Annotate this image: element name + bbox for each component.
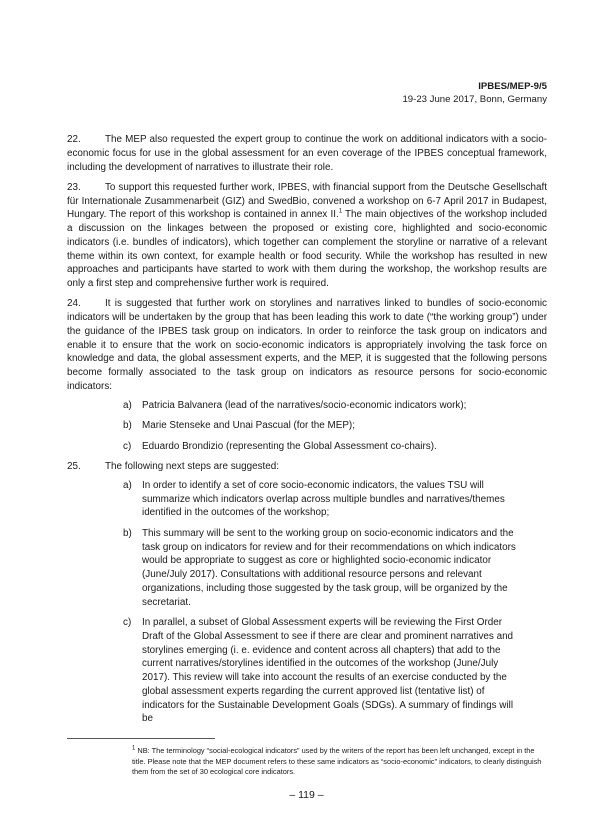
- paragraph-25: [67, 460, 547, 474]
- list-item-text: Marie Stenseke and Unai Pascual (for the MEP);: [142, 420, 355, 432]
- paragraph-number: 24.: [67, 298, 81, 310]
- list-item-text: In order to identify a set of core socio-economic indicators, the values TSU will summarize which indicators overlap across multiple bundles and narratives/themes identified in the outcomes of the workshop;: [142, 479, 505, 519]
- document-body: [67, 133, 547, 733]
- list-item: [67, 616, 547, 726]
- list-item-text: Patricia Balvanera (lead of the narratives/socio-economic indicators work);: [142, 399, 467, 411]
- footnote: [132, 746, 548, 778]
- document-code: IPBES/MEP-9/5: [478, 81, 547, 92]
- list-marker: a): [123, 399, 132, 411]
- list-marker: a): [123, 479, 132, 491]
- list-item: [67, 440, 547, 454]
- paragraph-22: [67, 133, 547, 174]
- paragraph-text: It is suggested that further work on storylines and narratives linked to bundles of socio-economic indicators will be undertaken by the group that has been leading this work to date (“the working group”) under the guidance of the IPBES task group on indicators. In order to reinforce the task group on indicators and enable it to ensure that the work on socio-economic indicators is appropriately involving the task force on knowledge and data, the global assessment experts, and the MEP, it is suggested that the following persons become formally associated to the task group on indicators as resource persons for socio-economic indicators:: [67, 298, 547, 392]
- list-marker: b): [123, 527, 132, 539]
- paragraph-number: 22.: [67, 134, 81, 145]
- paragraph-text: To support this requested further work, IPBES, with financial support from the Deutsche Gesellschaft für Internationale Zusammenarbeit (GIZ) and SwedBio, convened a workshop on 6-7 April 2017 in Budapest, Hungary. The report of this workshop is contained in annex II.: [67, 181, 547, 221]
- paragraph-text-continued: The main objectives of the workshop included a discussion on the linkages between the proposed or existing core, highlighted and socio-economic indicators (i.e. bundles of indicators), which together can complement the storyline or narrative of a relevant theme within its own context, for example health or food security. While the workshop has resulted in new approaches and participants have started to work with them during the workshop, the workshop results are only a first step and comprehensive further work is required.: [67, 209, 547, 289]
- list-item: [67, 527, 547, 610]
- list-item-text: In parallel, a subset of Global Assessment experts will be reviewing the First Order Draft of the Global Assessment to see if there are clear and prominent narratives and storylines emerging (i. e. evidence and content across all chapters) that add to the current narratives/storylines identified in the outcomes of the workshop (June/July 2017). This review will take into account the results of an exercise conducted by the global assessment experts regarding the current approved list (tentative list) of indicators for the Sustainable Development Goals (SDGs). A summary of findings will be: [142, 617, 514, 725]
- paragraph-24: [67, 297, 547, 393]
- meeting-date-location: 19-23 June 2017, Bonn, Germany: [402, 94, 547, 105]
- page-header: [402, 80, 547, 106]
- list-item-text: This summary will be sent to the working group on socio-economic indicators and the task group on indicators for review and for their recommendations on which indicators would be appropriate to suggest as core or highlighted socio-economic indicator (June/July 2017). Consultations with additional resource persons and relevant organizations, including those suggested by the task group, will be organized by the secretariat.: [142, 527, 516, 608]
- paragraph-text: The following next steps are suggested:: [105, 461, 280, 473]
- paragraph-text: The MEP also requested the expert group to continue the work on additional indicators with a socio-economic focus for use in the global assessment for an even coverage of the IPBES conceptual framework, including the development of narratives to illustrate their role.: [67, 134, 547, 173]
- list-item: [67, 419, 547, 433]
- paragraph-number: 25.: [67, 461, 81, 473]
- next-steps-list: [67, 479, 547, 726]
- footnote-number: 1: [132, 745, 136, 752]
- footnote-text: NB: The terminology “social-ecological indicators” used by the writers of the report has been left unchanged, except in the title. Please note that the MEP document refers to these same indicators as “socio-economic” indicators, to clearly distinguish them from the set of 30 ecological core indicators.: [132, 746, 542, 777]
- paragraph-23: [67, 181, 547, 291]
- list-item-text: Eduardo Brondizio (representing the Global Assessment co-chairs).: [142, 440, 437, 452]
- paragraph-number: 23.: [67, 181, 81, 193]
- list-marker: c): [123, 440, 132, 452]
- list-marker: c): [123, 617, 132, 629]
- resource-persons-list: [67, 399, 547, 454]
- list-item: [67, 479, 547, 520]
- list-marker: b): [123, 420, 132, 432]
- page-number: – 119 –: [289, 789, 324, 801]
- footnote-reference[interactable]: 1: [338, 208, 343, 215]
- footnote-separator: [67, 738, 215, 739]
- list-item: [67, 399, 547, 413]
